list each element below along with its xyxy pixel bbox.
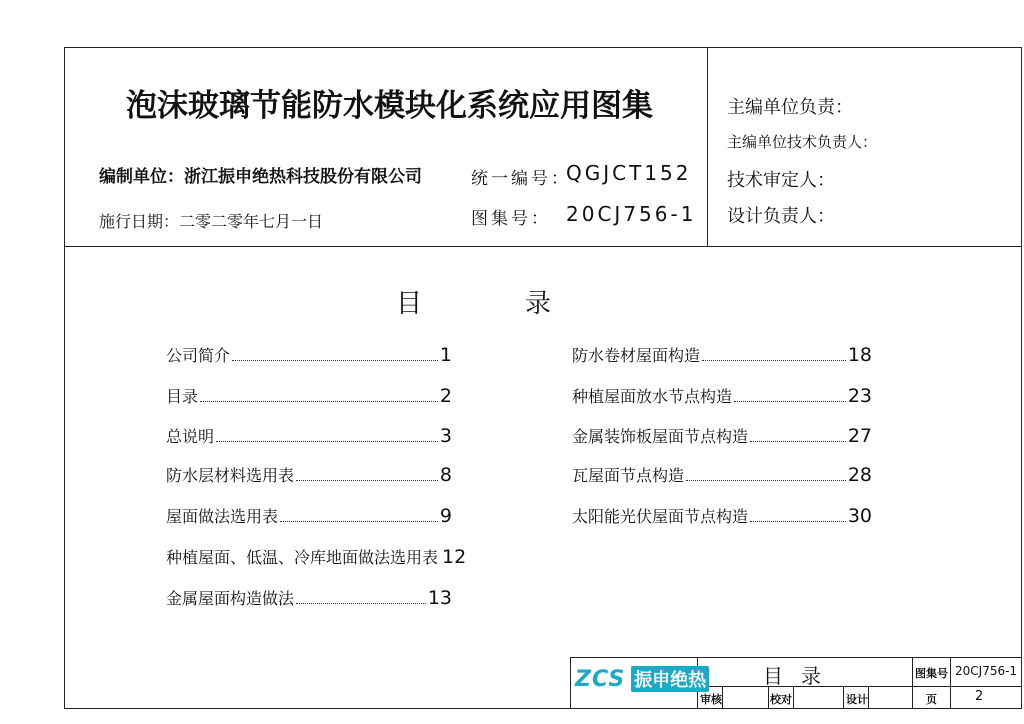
leader-dots: [296, 603, 426, 604]
toc-item[interactable]: [572, 385, 872, 407]
title-block-mid-line: [697, 686, 1022, 687]
title-block-divider: [912, 657, 913, 709]
toc-item[interactable]: [572, 344, 872, 366]
toc-item-label: 瓦屋面节点构造: [572, 466, 685, 485]
toc-item[interactable]: [166, 425, 452, 447]
leader-dots: [296, 480, 438, 481]
title-block-left-border: [570, 657, 571, 709]
atlas-no-value: 20CJ756-1: [955, 664, 1018, 678]
toc-item[interactable]: [572, 464, 872, 486]
atlas-number-label: 图集号：: [471, 209, 551, 229]
toc-item-page: 30: [847, 505, 872, 527]
unified-number-label: 统一编号：: [471, 169, 571, 189]
header-divider: [64, 246, 1022, 247]
toc-item-label: 公司简介: [166, 346, 231, 365]
leader-dots: [216, 441, 438, 442]
title-block-divider: [843, 686, 844, 709]
toc-item-page: 23: [847, 385, 872, 407]
toc-item[interactable]: [166, 385, 452, 407]
leader-dots: [750, 441, 846, 442]
title-block-divider: [868, 686, 869, 709]
toc-item[interactable]: [572, 505, 872, 527]
toc-item-page: 3: [439, 425, 452, 447]
toc-item-page: 12: [442, 546, 467, 568]
leader-dots: [200, 401, 438, 402]
page-label: 页: [926, 693, 937, 706]
toc-item[interactable]: [166, 587, 452, 609]
title-block-divider: [793, 686, 794, 709]
title-block-top-border: [570, 657, 1022, 658]
leader-dots: [232, 360, 438, 361]
toc-item-label: 总说明: [166, 427, 215, 446]
effective-date: 施行日期：二零二零年七月一日: [99, 212, 324, 231]
toc-item-label: 屋面做法选用表: [166, 507, 279, 526]
check-label: 校对: [770, 693, 792, 706]
toc-heading-left: 目: [396, 289, 423, 319]
title-block-divider: [722, 686, 723, 709]
sheet-title: 目录: [763, 664, 839, 688]
toc-item-label: 金属装饰板屋面节点构造: [572, 427, 749, 446]
toc-item[interactable]: [572, 425, 872, 447]
leader-dots: [280, 521, 438, 522]
design-head: 设计负责人：: [727, 206, 835, 227]
chief-unit-head: 主编单位负责：: [727, 97, 853, 118]
unified-number: QGJCT152: [566, 161, 692, 185]
atlas-number: 20CJ756-1: [566, 202, 697, 226]
toc-heading-right: 录: [525, 289, 552, 319]
toc-item-label: 防水卷材屋面构造: [572, 346, 701, 365]
tech-reviewer: 技术审定人：: [727, 170, 835, 191]
drawing-frame: [64, 47, 1022, 709]
toc-item-page: 8: [439, 464, 452, 486]
toc-item-page: 27: [847, 425, 872, 447]
toc-item-label: 太阳能光伏屋面节点构造: [572, 507, 749, 526]
atlas-no-label: 图集号: [915, 667, 948, 680]
leader-dots: [750, 521, 846, 522]
title-block-divider: [950, 657, 951, 709]
toc-item-label: 种植屋面、低温、冷库地面做法选用表: [166, 548, 439, 567]
toc-item-label: 目录: [166, 387, 199, 406]
toc-item-label: 防水层材料选用表: [166, 466, 295, 485]
toc-item-page: 18: [847, 344, 872, 366]
review-label: 审核: [700, 693, 722, 706]
logo-mark: ZCS: [575, 666, 626, 692]
toc-item-label: 种植屋面放水节点构造: [572, 387, 733, 406]
toc-item-page: 28: [847, 464, 872, 486]
toc-item-label: 金属屋面构造做法: [166, 589, 295, 608]
company-logo: [575, 666, 709, 692]
toc-item[interactable]: [166, 546, 467, 568]
compiling-unit: 编制单位：浙江振申绝热科技股份有限公司: [99, 167, 422, 187]
toc-item[interactable]: [166, 464, 452, 486]
toc-item[interactable]: [166, 505, 452, 527]
toc-item[interactable]: [166, 344, 452, 366]
document-title: 泡沫玻璃节能防水模块化系统应用图集: [126, 88, 653, 124]
toc-item-page: 9: [439, 505, 452, 527]
logo-cn-text: 振申绝热: [631, 666, 709, 692]
chief-unit-tech-head: 主编单位技术负责人：: [727, 133, 878, 151]
page-value: 2: [975, 689, 984, 704]
leader-dots: [702, 360, 846, 361]
leader-dots: [686, 480, 846, 481]
design-label: 设计: [846, 693, 868, 706]
toc-item-page: 2: [439, 385, 452, 407]
toc-item-page: 1: [439, 344, 452, 366]
leader-dots: [734, 401, 846, 402]
header-vertical-divider: [707, 47, 708, 246]
toc-item-page: 13: [427, 587, 452, 609]
title-block-divider: [768, 686, 769, 709]
